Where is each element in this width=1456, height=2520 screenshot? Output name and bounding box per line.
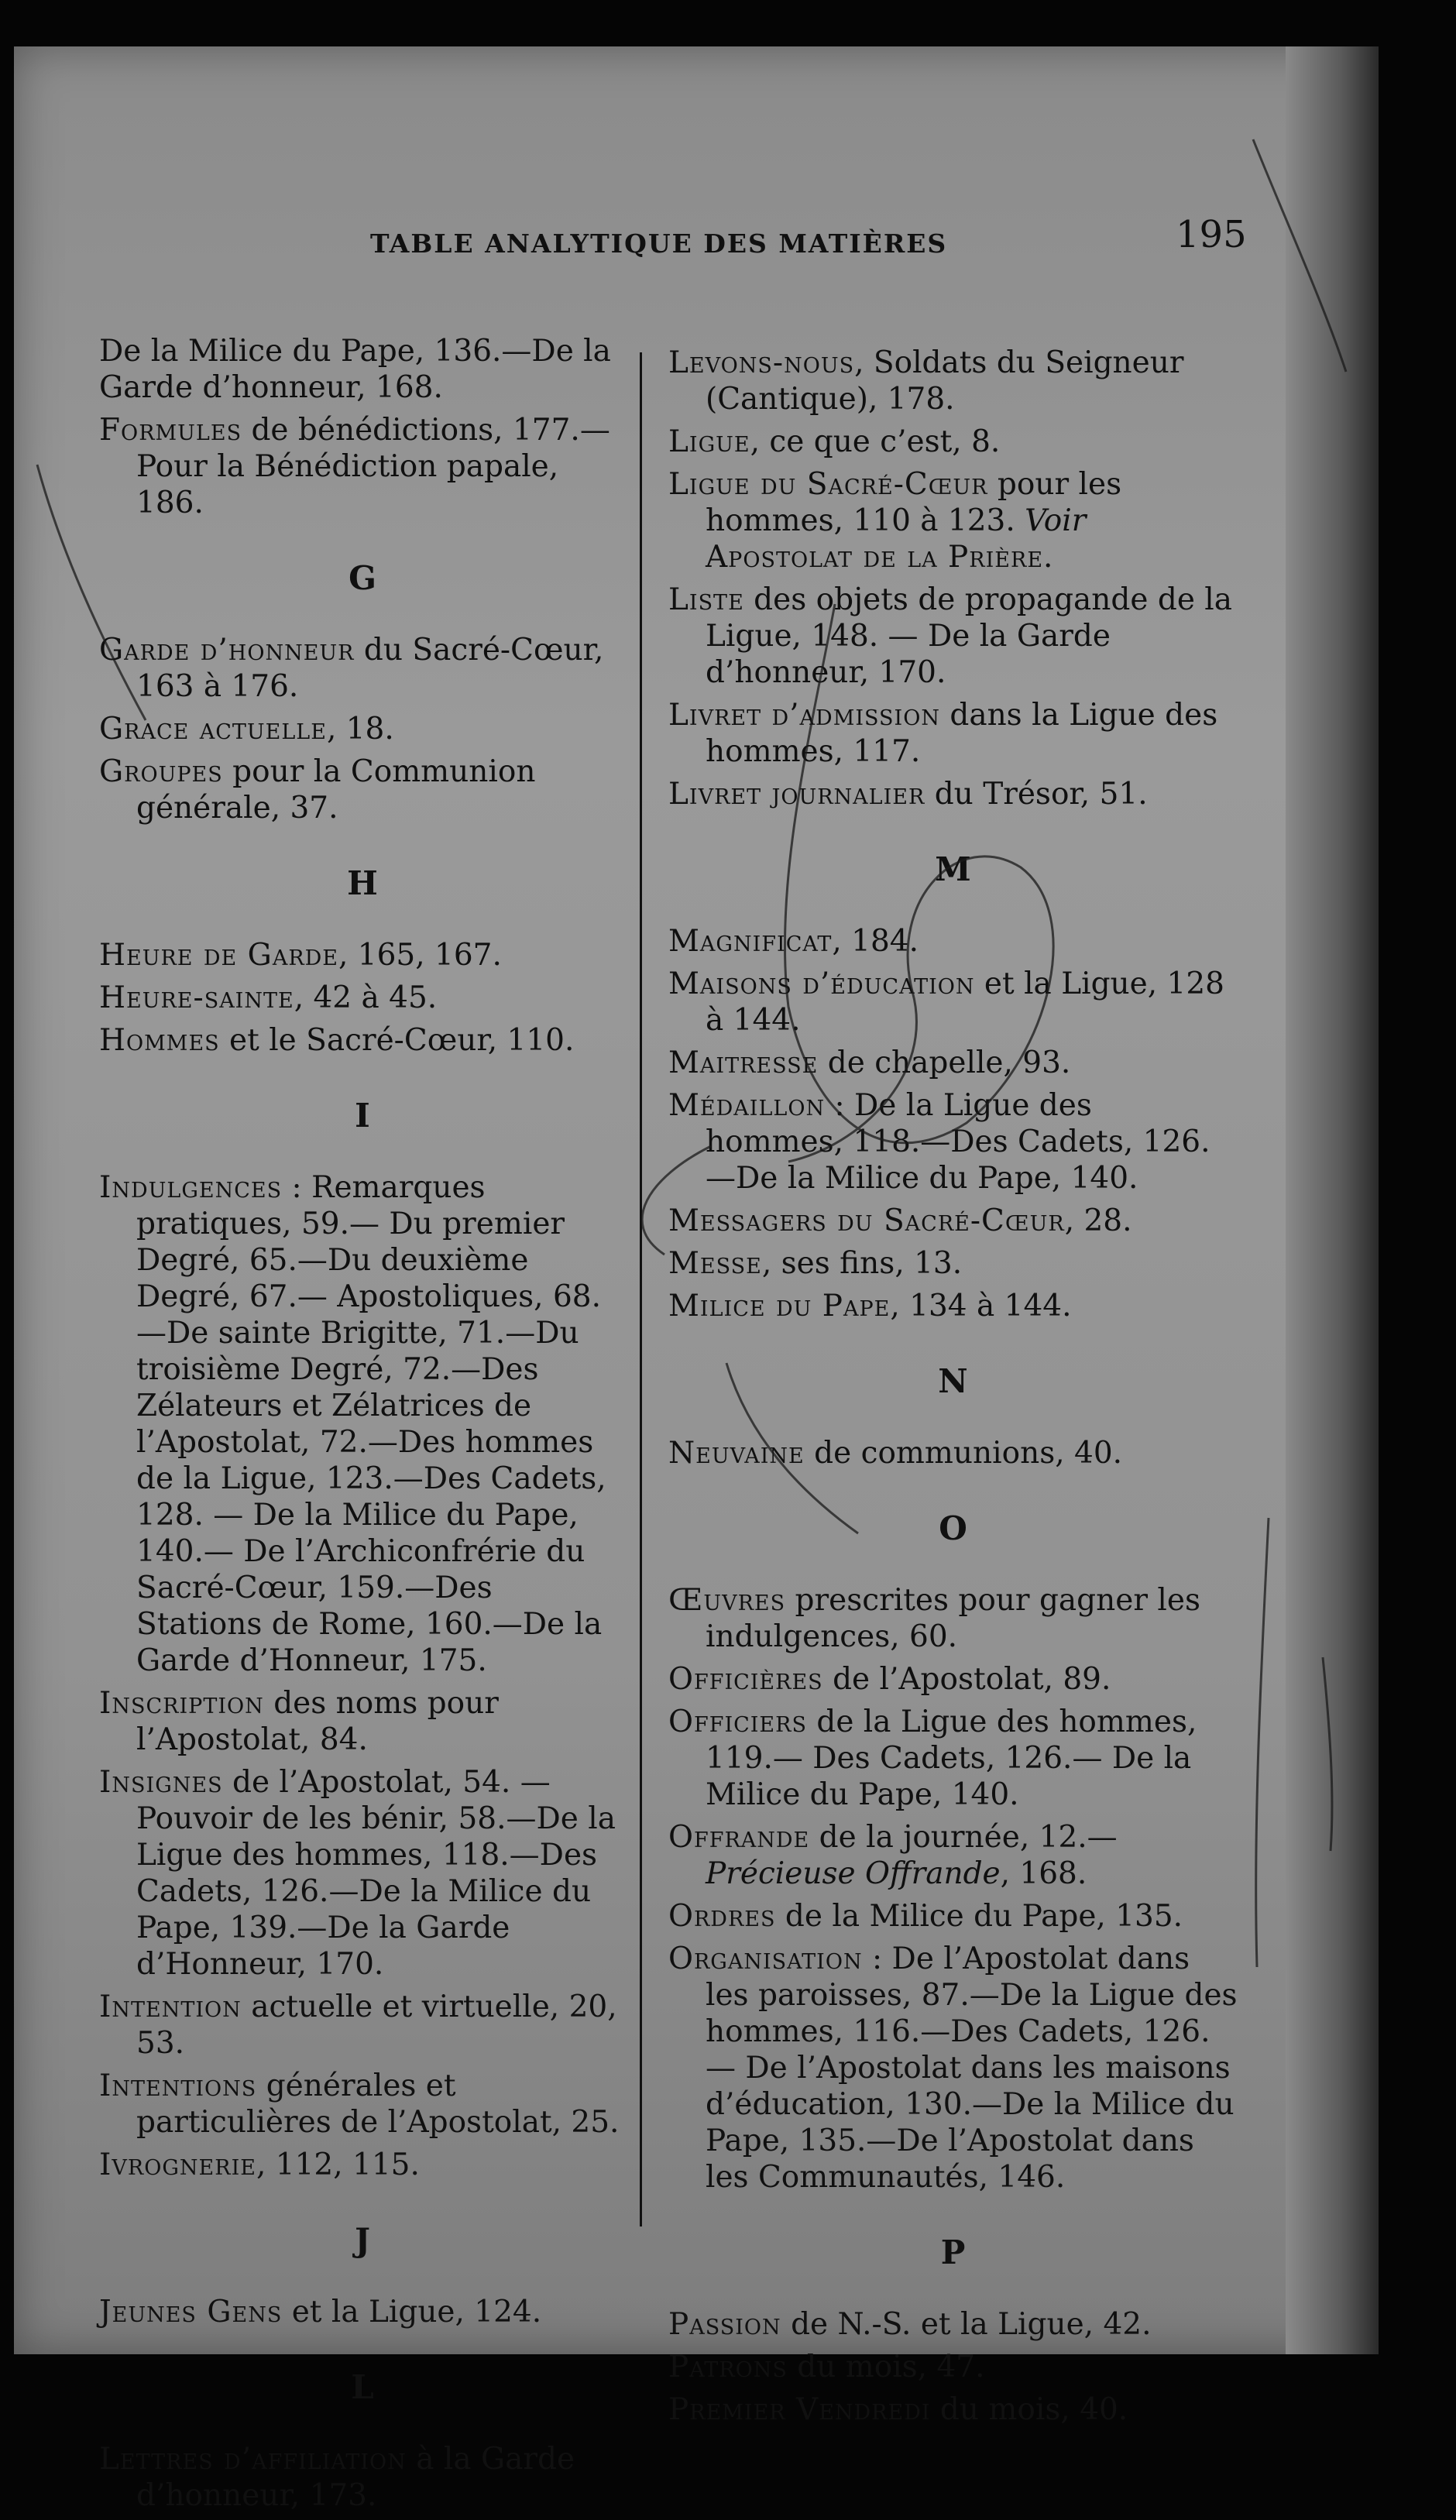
entry-text: du mois, 47. [787,2350,985,2384]
index-entry-patrons [668,2349,1238,2385]
entry-text: de N.-S. et la Ligue, 42. [781,2307,1152,2342]
entry-head: Œuvres [668,1583,786,1618]
entry-text: pour les hommes, 110 à 123. [706,467,1122,538]
entry-text: générales et particulières de l’Apostolat, 25. [136,2069,620,2140]
entry-text: des objets de propagande de la Ligue, 148. — De la Garde d’honneur, 170. [706,582,1233,690]
index-entry-offrande [668,1819,1238,1892]
index-entry-ligue-du-sacre-c-ur [668,466,1238,575]
entry-text: , 184. [832,924,919,959]
entry-text: de la journée, 12.— [809,1820,1118,1855]
entry-head: Passion [668,2307,781,2342]
entry-head: Lettres d’affiliation [99,2442,407,2477]
entry-head: Liste [668,582,744,617]
entry-head: Groupes [99,754,223,789]
entry-head: Patrons [668,2350,788,2384]
right-index-column [668,345,1238,2434]
entry-head: Intention [99,1990,242,2024]
entry-text: du Sacré-Cœur, 163 à 176. [136,633,604,704]
index-entry-uvres [668,1582,1238,1655]
index-entry-officieres [668,1661,1238,1698]
section-letter-h: H [347,864,378,902]
index-entry-medaillon [668,1087,1238,1196]
entry-head: Intentions [99,2069,257,2103]
entry-text: , 165, 167. [338,938,502,973]
index-entry-ligue [668,424,1238,460]
entry-head: Magnificat [668,924,833,959]
entry-head: Ligue [668,424,750,459]
entry-head: Messe [668,1246,762,1281]
entry-italic: Voir [1015,503,1087,538]
entry-text: : De l’Apostolat dans les paroisses, 87.—De la Ligue des hommes, 116.—Des Cadets, 126. — De l’Apostolat dans les maisons d’éducation, 130.—De la Milice du Pape, 135.—De l’Apostolat dans les Communautés, 146. [706,1941,1238,2195]
column-divider [640,352,642,2226]
entry-text: des noms pour l’Apostolat, 84. [136,1686,499,1757]
entry-text: : De la Ligue des hommes, 118.—Des Cadets, 126. —De la Milice du Pape, 140. [706,1088,1210,1196]
index-entry-ivrognerie [99,2147,626,2183]
index-entry-indulgences [99,1169,626,1679]
entry-head: Organisation [668,1941,863,1976]
entry-head: Ordres [668,1899,776,1934]
entry-head: Insignes [99,1765,223,1800]
entry-text: , 42 à 45. [294,980,438,1015]
index-entry-organisation [668,1941,1238,2196]
index-entry-messagers-du-sacre-c-ur [668,1203,1238,1239]
index-entry-insignes [99,1764,626,1983]
index-entry-milice-du-pape [668,1288,1238,1324]
index-entry-maisons-d-education [668,966,1238,1039]
entry-head: Heure de Garde [99,938,339,973]
section-letter-o: O [939,1509,967,1547]
entry-text: de l’Apostolat, 89. [822,1662,1111,1697]
index-entry-livret-d-admission [668,697,1238,770]
section-letter-p: P [940,2233,966,2271]
section-letter-g: G [349,559,376,597]
index-entry-intention [99,1989,626,2062]
entry-head: Maitresse [668,1045,819,1080]
entry-text: De la Milice du Pape, 136.—De la Garde d’honneur, 168. [99,334,611,405]
index-entry-lettres-d-affiliation [99,2441,626,2514]
index-entry-heure-sainte [99,980,626,1016]
entry-text: à la Garde d’honneur, 173. [136,2442,575,2513]
index-entry-premier-vendredi [668,2391,1238,2428]
entry-text: , ses fins, 13. [761,1246,963,1281]
page-number: 195 [1176,213,1247,256]
entry-head: Officières [668,1662,823,1697]
index-entry-passion [668,2306,1238,2343]
entry-text: et la Ligue, 124. [282,2295,542,2329]
entry-text: de chapelle, 93. [818,1045,1071,1080]
entry-text: de l’Apostolat, 54. — Pouvoir de les bénir, 58.—De la Ligue des hommes, 118.—Des Cadets, 126.—De la Milice du Pape, 139.—De la Garde d’Honneur, 170. [136,1765,616,1982]
entry-tail: . [1043,540,1053,575]
entry-text: prescrites pour gagner les indulgences, 60. [706,1583,1200,1654]
section-letter-l: L [351,2368,374,2406]
entry-head: Indulgences [99,1170,283,1205]
index-entry-magnificat [668,923,1238,960]
section-letter-j: J [355,2221,370,2259]
index-entry-levons-nous [668,345,1238,417]
entry-head: Ligue du Sacré-Cœur [668,467,988,502]
index-entry-jeunes-gens [99,2294,626,2330]
entry-text: pour la Communion générale, 37. [136,754,536,826]
entry-tail: , 168. [1000,1856,1087,1891]
entry-text: de la Ligue des hommes, 119.— Des Cadets, 126.— De la Milice du Pape, 140. [706,1705,1197,1812]
entry-text: , 134 à 144. [890,1289,1072,1324]
index-entry-maitresse [668,1045,1238,1081]
entry-text: de bénédictions, 177.— Pour la Bénédiction papale, 186. [136,413,610,520]
book-page [14,46,1379,2513]
entry-text: actuelle et virtuelle, 20, 53. [136,1990,617,2061]
entry-head: Formules [99,413,242,448]
index-entry-messe [668,1245,1238,1282]
index-entry-heure-de-garde [99,937,626,973]
entry-head: Livret journalier [668,777,925,812]
entry-tail-head: Apostolat de la Prière [706,540,1044,575]
entry-head: Inscription [99,1686,264,1721]
page-spine-shadow [1286,46,1379,2354]
entry-text: de la Milice du Pape, 135. [775,1899,1183,1934]
entry-head: Garde d’honneur [99,633,355,668]
entry-text: dans la Ligue des hommes, 117. [706,698,1218,769]
index-entry-livret-journalier [668,776,1238,812]
entry-text: , 18. [326,712,394,747]
index-entry-formules [99,412,626,521]
section-letter-m: M [935,850,971,888]
index-entry-hommes [99,1022,626,1059]
index-entry-grace-actuelle [99,711,626,747]
left-index-column [99,333,626,2520]
entry-head: Premier Vendredi [668,2392,931,2427]
entry-italic: Précieuse Offrande [706,1856,1001,1891]
index-entry-neuvaine [668,1435,1238,1471]
index-entry-intentions [99,2068,626,2141]
entry-head: Hommes [99,1023,220,1058]
entry-text: : Remarques pratiques, 59.— Du premier Degré, 65.—Du deuxième Degré, 67.— Apostoliques, 68.—De sainte Brigitte, 71.—Du troisième Degré, 72.—Des Zélateurs et Zélatrices de l’Apostolat, 72.—Des hommes de la Ligue, 123.—Des Cadets, 128. — De la Milice du Pape, 140.— De l’Archiconfrérie du Sacré-Cœur, 159.—Des Stations de Rome, 160.—De la Garde d’Honneur, 175. [136,1170,606,1678]
entry-head: Grace actuelle [99,712,327,747]
entry-head: Jeunes Gens [99,2295,283,2329]
entry-head: Maisons d’éducation [668,966,975,1001]
entry-head: Livret d’admission [668,698,940,733]
entry-text: , ce que c’est, 8. [750,424,1001,459]
index-entry-continued [99,333,626,406]
entry-head: Médaillon [668,1088,826,1123]
entry-text: et la Ligue, 128 à 144. [706,966,1224,1038]
section-letter-i: I [355,1097,370,1135]
entry-head: Officiers [668,1705,807,1739]
index-entry-garde-d-honneur [99,632,626,705]
entry-text: , 112, 115. [256,2147,420,2182]
entry-head: Ivrognerie [99,2147,256,2182]
index-entry-officiers [668,1704,1238,1813]
index-entry-ordres [668,1898,1238,1935]
entry-text: du mois, 40. [930,2392,1128,2427]
entry-text: , 28. [1064,1203,1132,1238]
index-entry-liste [668,582,1238,691]
entry-head: Levons-nous [668,345,855,380]
entry-text: et le Sacré-Cœur, 110. [219,1023,575,1058]
entry-text: , Soldats du Seigneur (Cantique), 178. [706,345,1184,417]
entry-head: Messagers du Sacré-Cœur [668,1203,1065,1238]
entry-head: Offrande [668,1820,810,1855]
entry-head: Milice du Pape [668,1289,891,1324]
section-letter-n: N [938,1362,968,1400]
entry-text: de communions, 40. [804,1436,1123,1471]
running-head: TABLE ANALYTIQUE DES MATIÈRES [370,228,948,259]
index-entry-groupes [99,754,626,826]
entry-text: du Trésor, 51. [925,777,1148,812]
entry-head: Heure-sainte [99,980,294,1015]
index-entry-inscription [99,1685,626,1758]
entry-head: Neuvaine [668,1436,805,1471]
